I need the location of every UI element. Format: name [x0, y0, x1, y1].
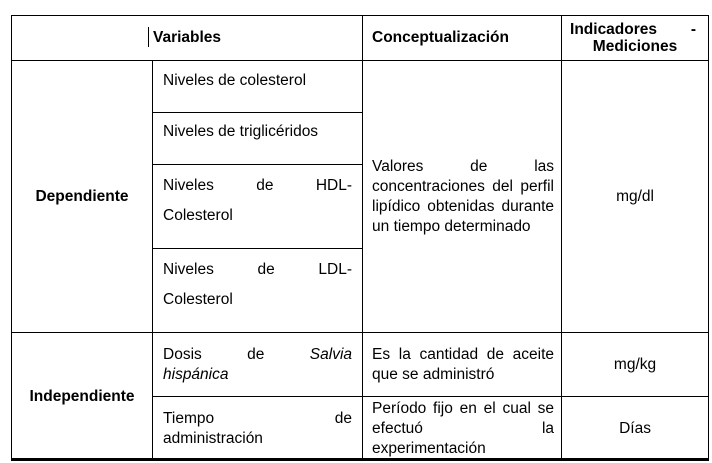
header-indicadores-word: Indicadores — [570, 21, 658, 38]
ldl-word-niveles: Niveles — [163, 261, 214, 278]
header-mediciones: Mediciones — [592, 38, 678, 55]
cell-colesterol: Niveles de colesterol — [153, 61, 363, 113]
ldl-word-ldl: LDL- — [318, 261, 352, 278]
ldl-line-2: Colesterol — [163, 291, 233, 308]
header-conceptualizacion: Conceptualización — [363, 16, 562, 61]
header-row — [12, 16, 709, 61]
cell-conceptualizacion-dosis: Es la cantidad de aceite que se administró — [363, 333, 562, 397]
ldl-line-1 — [163, 255, 352, 285]
cell-conceptualizacion-dependiente: Valores de las concentraciones del perfil lipídico obtenidas durante un tiempo determinado — [363, 61, 562, 333]
hdl-word-hdl: HDL- — [315, 177, 352, 194]
cell-ldl — [153, 249, 363, 333]
category-dependiente: Dependiente — [12, 61, 153, 333]
dosis-line-1 — [163, 345, 352, 365]
text-cursor — [148, 27, 149, 47]
row-colesterol — [12, 61, 709, 113]
cell-trigliceridos: Niveles de triglicéridos — [153, 113, 363, 165]
hdl-word-niveles: Niveles — [163, 177, 214, 194]
cell-hdl — [153, 165, 363, 249]
cell-tiempo — [153, 397, 363, 461]
header-variables: Variables — [12, 16, 363, 61]
tiempo-line-1 — [163, 409, 352, 429]
cell-unidad-mgdl: mg/dl — [562, 61, 709, 333]
dosis-word-hispanica: hispánica — [163, 365, 229, 383]
tiempo-word-de: de — [334, 409, 353, 427]
cell-unidad-dias: Días — [562, 397, 709, 461]
dosis-word-dosis: Dosis — [163, 345, 202, 363]
dosis-line-2 — [163, 365, 352, 385]
dosis-word-salvia: Salvia — [309, 345, 353, 363]
dosis-word-de: de — [247, 345, 265, 363]
ldl-word-de: de — [257, 261, 275, 278]
category-independiente: Independiente — [12, 333, 153, 461]
row-dosis — [12, 333, 709, 397]
cell-conceptualizacion-tiempo: Período fijo en el cual se efectuó la experimentación — [363, 397, 562, 461]
header-indicadores-dash: - — [690, 21, 697, 38]
tiempo-word-tiempo: Tiempo — [163, 409, 215, 427]
tiempo-line-2: administración — [163, 429, 263, 447]
hdl-line-1 — [163, 171, 352, 201]
cell-dosis — [153, 333, 363, 397]
hdl-word-de: de — [256, 177, 274, 194]
variables-table — [11, 15, 709, 461]
header-indicadores — [562, 16, 709, 61]
cell-unidad-mgkg: mg/kg — [562, 333, 709, 397]
table-bottom-border — [11, 458, 708, 460]
hdl-line-2: Colesterol — [163, 207, 233, 224]
